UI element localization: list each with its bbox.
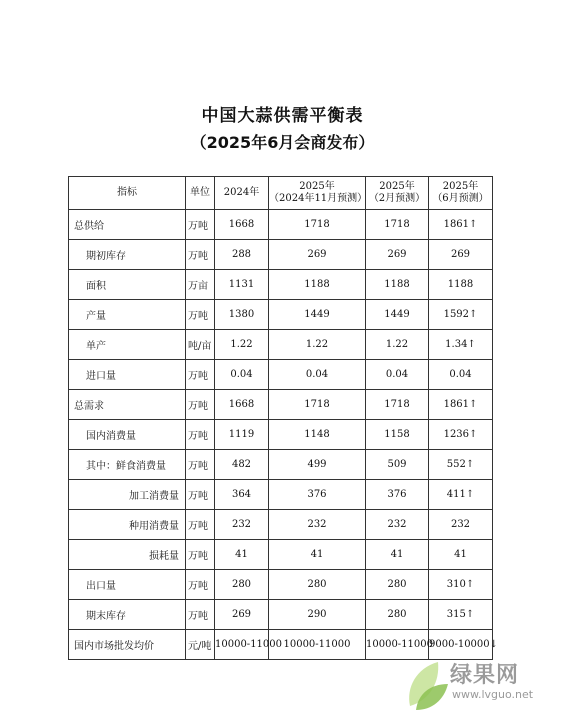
document-title: 中国大蒜供需平衡表: [201, 106, 364, 126]
row-unit: 元/吨: [186, 630, 215, 660]
header-nov-line2: （2024年11月预测）: [269, 193, 368, 204]
cell-nov-forecast: 1188: [269, 270, 366, 300]
row-label: 国内市场批发均价: [69, 630, 186, 660]
row-unit: 万吨: [186, 240, 215, 270]
cell-nov-forecast: 1.22: [269, 330, 366, 360]
table-row: [69, 270, 493, 300]
watermark-brand: 绿果网: [450, 663, 520, 688]
cell-nov-forecast: 499: [269, 450, 366, 480]
jun-value: 411: [446, 489, 466, 500]
cell-nov-forecast: 376: [269, 480, 366, 510]
cell-nov-forecast: 10000-11000: [269, 630, 366, 660]
cell-nov-forecast: 0.04: [269, 360, 366, 390]
table-row: [69, 420, 493, 450]
jun-value: 41: [454, 549, 467, 560]
cell-nov-forecast: 41: [269, 540, 366, 570]
watermark-url: www.lvguo.net: [452, 688, 534, 701]
jun-value: 269: [450, 249, 471, 260]
row-unit: 万吨: [186, 360, 215, 390]
row-unit: 吨/亩: [186, 330, 215, 360]
cell-nov-forecast: 1449: [269, 300, 366, 330]
cell-jun-forecast: [429, 480, 493, 510]
cell-feb-forecast: 1718: [366, 390, 429, 420]
cell-nov-forecast: 1148: [269, 420, 366, 450]
jun-value: 1861: [443, 219, 470, 230]
header-unit: 单位: [186, 177, 215, 210]
site-watermark: [404, 654, 554, 714]
cell-jun-forecast: [429, 510, 493, 540]
cell-2024: 482: [215, 450, 269, 480]
row-unit: 万吨: [186, 390, 215, 420]
header-jun-line1: 2025年: [442, 181, 479, 192]
row-unit: 万吨: [186, 600, 215, 630]
row-label: 损耗量: [69, 540, 186, 570]
leaf-logo-icon: [404, 654, 452, 714]
change-arrow-icon: ↑: [465, 579, 475, 590]
row-label: 总供给: [69, 210, 186, 240]
cell-2024: 1668: [215, 210, 269, 240]
row-label: 国内消费量: [69, 420, 186, 450]
table-row: [69, 600, 493, 630]
cell-jun-forecast: [429, 540, 493, 570]
row-unit: 万吨: [186, 300, 215, 330]
cell-2024: 10000-11000: [215, 630, 269, 660]
header-feb-forecast: [366, 177, 429, 210]
jun-value: 1592: [443, 309, 470, 320]
jun-value: 1236: [443, 429, 470, 440]
change-arrow-icon: ↑: [469, 309, 478, 320]
cell-2024: 1668: [215, 390, 269, 420]
change-arrow-icon: ↑: [469, 399, 478, 410]
jun-value: 9000-10000: [429, 639, 490, 650]
cell-jun-forecast: [429, 570, 493, 600]
cell-2024: 1119: [215, 420, 269, 450]
row-label: 种用消费量: [69, 510, 186, 540]
cell-feb-forecast: 509: [366, 450, 429, 480]
cell-jun-forecast: [429, 450, 493, 480]
cell-feb-forecast: 1188: [366, 270, 429, 300]
cell-feb-forecast: 269: [366, 240, 429, 270]
cell-feb-forecast: 41: [366, 540, 429, 570]
jun-value: 315: [446, 609, 466, 620]
jun-value: 552: [446, 459, 466, 470]
row-unit: 万吨: [186, 540, 215, 570]
row-label: 期末库存: [69, 600, 186, 630]
jun-value: 1.34: [445, 339, 468, 350]
cell-nov-forecast: 280: [269, 570, 366, 600]
header-nov-line1: 2025年: [299, 181, 335, 192]
table-row: [69, 480, 493, 510]
row-label: 加工消费量: [69, 480, 186, 510]
table-row: [69, 330, 493, 360]
supply-demand-table: [68, 176, 499, 660]
table-row: [69, 240, 493, 270]
jun-value: 232: [450, 519, 471, 530]
header-indicator: 指标: [69, 177, 186, 210]
cell-jun-forecast: [429, 300, 493, 330]
document-subtitle: （2025年6月会商发布）: [190, 133, 375, 152]
cell-2024: 280: [215, 570, 269, 600]
jun-value: 310: [446, 579, 466, 590]
row-label: 其中：鲜食消费量: [69, 450, 186, 480]
change-arrow-icon: ↓: [489, 639, 499, 650]
header-feb-line1: 2025年: [379, 181, 415, 192]
cell-nov-forecast: 1718: [269, 210, 366, 240]
row-label: 产量: [69, 300, 186, 330]
cell-nov-forecast: 290: [269, 600, 366, 630]
row-unit: 万吨: [186, 480, 215, 510]
table-row: [69, 510, 493, 540]
jun-value: 0.04: [449, 369, 472, 380]
table-row: [69, 210, 493, 240]
table-row: [69, 390, 493, 420]
header-jun-forecast: [429, 177, 493, 210]
cell-2024: 1131: [215, 270, 269, 300]
cell-feb-forecast: 1158: [366, 420, 429, 450]
cell-nov-forecast: 232: [269, 510, 366, 540]
row-label: 单产: [69, 330, 186, 360]
row-label: 总需求: [69, 390, 186, 420]
cell-jun-forecast: [429, 600, 493, 630]
table-row: [69, 360, 493, 390]
row-unit: 万吨: [186, 210, 215, 240]
cell-feb-forecast: 1449: [366, 300, 429, 330]
cell-feb-forecast: 280: [366, 570, 429, 600]
cell-jun-forecast: [429, 360, 493, 390]
row-label: 出口量: [69, 570, 186, 600]
change-arrow-icon: ↑: [469, 219, 478, 230]
cell-jun-forecast: [429, 210, 493, 240]
row-label: 进口量: [69, 360, 186, 390]
row-unit: 万亩: [186, 270, 215, 300]
cell-2024: 269: [215, 600, 269, 630]
cell-feb-forecast: 1.22: [366, 330, 429, 360]
header-jun-line2: （6月预测）: [432, 193, 489, 204]
cell-jun-forecast: [429, 420, 493, 450]
table-row: [69, 450, 493, 480]
change-arrow-icon: ↑: [467, 339, 476, 350]
cell-jun-forecast: [429, 270, 493, 300]
row-unit: 万吨: [186, 510, 215, 540]
row-label: 面积: [69, 270, 186, 300]
cell-2024: 288: [215, 240, 269, 270]
change-arrow-icon: ↑: [469, 429, 478, 440]
table-row: [69, 540, 493, 570]
row-unit: 万吨: [186, 570, 215, 600]
cell-jun-forecast: [429, 330, 493, 360]
change-arrow-icon: ↑: [465, 489, 475, 500]
row-unit: 万吨: [186, 420, 215, 450]
cell-2024: 1.22: [215, 330, 269, 360]
cell-2024: 364: [215, 480, 269, 510]
jun-value: 1861: [443, 399, 470, 410]
cell-nov-forecast: 1718: [269, 390, 366, 420]
cell-feb-forecast: 232: [366, 510, 429, 540]
header-feb-line2: （2月预测）: [368, 193, 426, 204]
cell-2024: 1380: [215, 300, 269, 330]
cell-jun-forecast: [429, 240, 493, 270]
row-unit: 万吨: [186, 450, 215, 480]
change-arrow-icon: ↑: [465, 609, 475, 620]
cell-feb-forecast: 1718: [366, 210, 429, 240]
jun-value: 1188: [447, 279, 474, 290]
cell-2024: 41: [215, 540, 269, 570]
table-row: [69, 570, 493, 600]
cell-2024: 0.04: [215, 360, 269, 390]
table-header-row: [69, 177, 493, 210]
header-2024: 2024年: [215, 177, 269, 210]
cell-feb-forecast: 280: [366, 600, 429, 630]
cell-2024: 232: [215, 510, 269, 540]
table-row: [69, 300, 493, 330]
header-nov-forecast: [269, 177, 366, 210]
cell-feb-forecast: 10000-11000: [366, 630, 429, 660]
change-arrow-icon: ↑: [465, 459, 475, 470]
cell-nov-forecast: 269: [269, 240, 366, 270]
cell-feb-forecast: 376: [366, 480, 429, 510]
cell-jun-forecast: [429, 390, 493, 420]
row-label: 期初库存: [69, 240, 186, 270]
cell-feb-forecast: 0.04: [366, 360, 429, 390]
